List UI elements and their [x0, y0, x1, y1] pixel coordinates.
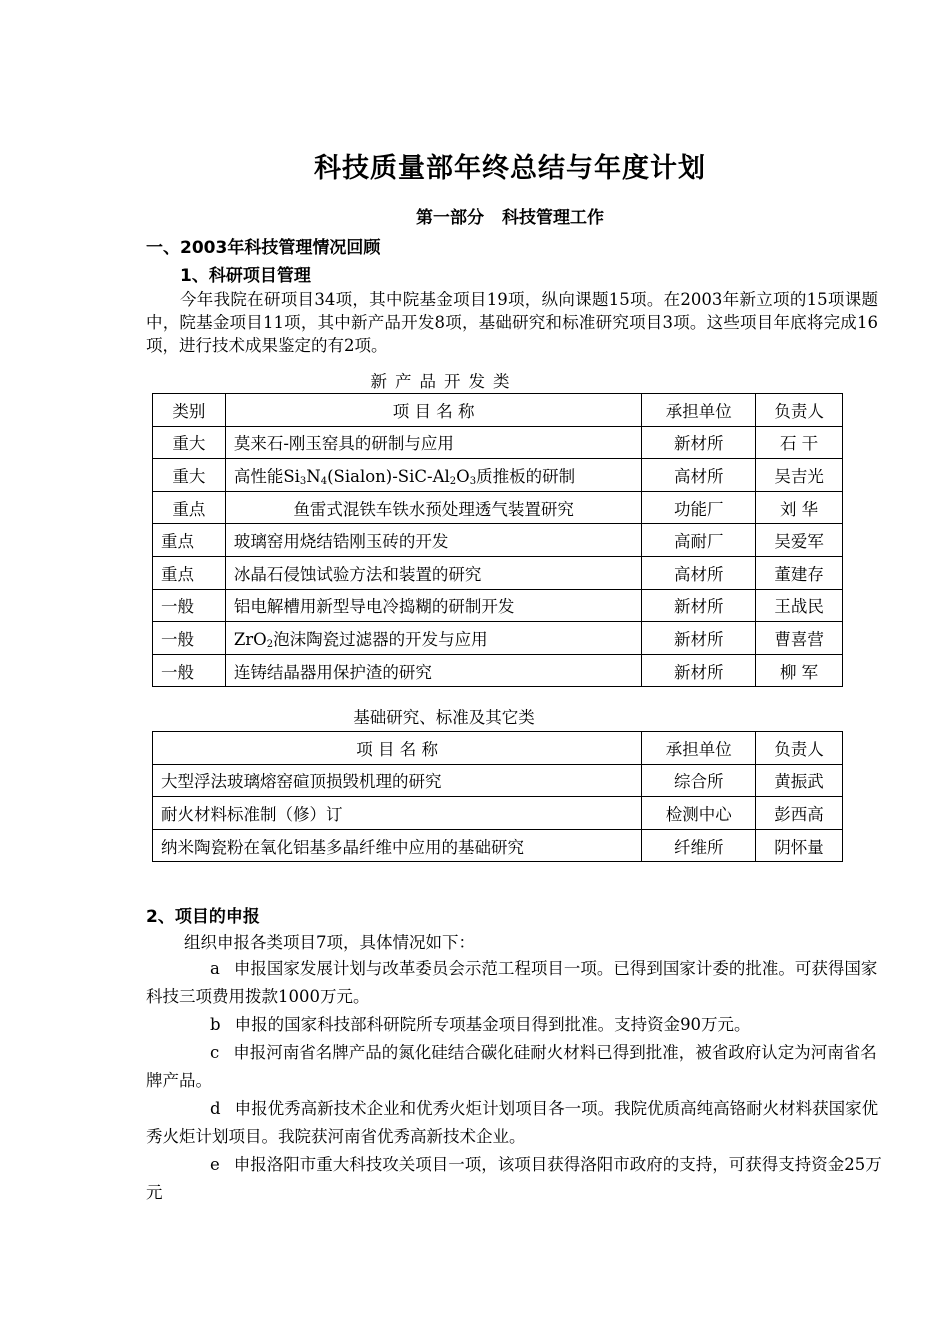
item-text: 申报洛阳市重大科技攻关项目一项，该项目获得洛阳市政府的支持，可获得支持资金25万元 [146, 1155, 882, 1202]
subscript: 2 [266, 638, 274, 650]
header-cell: 负责人 [756, 394, 843, 427]
item-marker: c [210, 1043, 220, 1062]
lead-cell: 刘 华 [756, 491, 843, 524]
table-row [153, 589, 843, 622]
name-part: 高性能Si [233, 466, 300, 486]
unit-cell: 高材所 [642, 556, 756, 589]
name-part: 质推板的研制 [476, 466, 576, 486]
project-name-cell: 玻璃窑用烧结锆刚玉砖的开发 [225, 524, 642, 557]
header-cell: 项 目 名 称 [225, 394, 642, 427]
category-cell: 一般 [153, 589, 226, 622]
project-name-cell: 大型浮法玻璃熔窑碹顶损毁机理的研究 [153, 764, 642, 797]
unit-cell: 新材所 [642, 654, 756, 687]
item-text: 申报优秀高新技术企业和优秀火炬计划项目各一项。我院优质高纯高铬耐火材料获国家优秀火炬计划项目。我院获河南省优秀高新技术企业。 [146, 1099, 879, 1146]
name-part: N [306, 466, 321, 486]
unit-cell: 新材所 [642, 426, 756, 459]
category-cell: 重大 [153, 459, 226, 492]
item-marker: b [210, 1015, 221, 1034]
list-item [146, 955, 886, 1011]
project-name-cell: 连铸结晶器用保护渣的研究 [225, 654, 642, 687]
category-cell: 重点 [153, 556, 226, 589]
project-name-cell: 鱼雷式混铁车铁水预处理透气装置研究 [225, 491, 642, 524]
unit-cell: 新材所 [642, 589, 756, 622]
subsection-heading-research: 1、科研项目管理 [180, 266, 311, 286]
item-text: 申报的国家科技部科研院所专项基金项目得到批准。支持资金90万元。 [234, 1015, 751, 1034]
unit-cell: 检测中心 [642, 797, 756, 830]
unit-cell: 高耐厂 [642, 524, 756, 557]
category-cell: 一般 [153, 654, 226, 687]
lead-cell: 王战民 [756, 589, 843, 622]
list-item [146, 1095, 886, 1151]
project-name-cell: 铝电解槽用新型导电冷捣糊的研制开发 [225, 589, 642, 622]
subscript: 3 [299, 475, 307, 487]
item-marker: d [210, 1099, 221, 1118]
lead-cell: 柳 军 [756, 654, 843, 687]
name-part: ZrO [233, 629, 267, 649]
lead-cell: 曹喜营 [756, 622, 843, 655]
lead-cell: 黄振武 [756, 764, 843, 797]
name-part: (Sialon)-SiC-Al [327, 466, 450, 486]
category-cell: 重点 [153, 524, 226, 557]
table-header-row [153, 394, 843, 427]
subscript: 4 [320, 475, 328, 487]
lead-cell: 石 干 [756, 426, 843, 459]
list-item [146, 1151, 886, 1207]
document-title: 科技质量部年终总结与年度计划 [314, 153, 706, 184]
header-cell: 负责人 [756, 732, 843, 765]
table-row [153, 426, 843, 459]
project-name-cell: 纳米陶瓷粉在氧化铝基多晶纤维中应用的基础研究 [153, 829, 642, 862]
list-item [146, 1039, 886, 1095]
paragraph-research-summary: 今年我院在研项目34项，其中院基金项目19项，纵向课题15项。在2003年新立项的15项课题中，院基金项目11项，其中新产品开发8项，基础研究和标准研究项目3项。这些项目年底将完成16项，进行技术成果鉴定的有2项。 [146, 290, 878, 355]
table-caption-new-products: 新产品开发类 [370, 372, 518, 391]
table-row [153, 459, 843, 492]
category-cell: 重点 [153, 491, 226, 524]
subscript: 3 [469, 475, 477, 487]
section-heading: 一、2003年科技管理情况回顾 [146, 238, 381, 258]
part-name: 科技管理工作 [502, 208, 604, 228]
table-row [153, 764, 843, 797]
unit-cell: 高材所 [642, 459, 756, 492]
list-item [146, 1011, 886, 1039]
lead-cell: 阴怀量 [756, 829, 843, 862]
category-cell: 重大 [153, 426, 226, 459]
part-heading [0, 203, 950, 228]
part-label: 第一部分 [416, 208, 484, 228]
table-row [153, 622, 843, 655]
header-cell: 类别 [153, 394, 226, 427]
project-name-cell: 莫来石-刚玉窑具的研制与应用 [225, 426, 642, 459]
name-part: O [456, 466, 470, 486]
unit-cell: 功能厂 [642, 491, 756, 524]
header-cell: 项 目 名 称 [153, 732, 642, 765]
category-cell: 一般 [153, 622, 226, 655]
name-part: 泡沫陶瓷过滤器的开发与应用 [273, 629, 488, 649]
item-text: 申报河南省名牌产品的氮化硅结合碳化硅耐火材料已得到批准，被省政府认定为河南省名牌产品。 [146, 1043, 877, 1090]
project-name-cell: 冰晶石侵蚀试验方法和装置的研究 [225, 556, 642, 589]
table-row [153, 556, 843, 589]
item-marker: e [210, 1155, 220, 1174]
table-row [153, 524, 843, 557]
lead-cell: 彭西高 [756, 797, 843, 830]
table-row [153, 797, 843, 830]
unit-cell: 纤维所 [642, 829, 756, 862]
new-products-table [152, 393, 843, 687]
lead-cell: 董建存 [756, 556, 843, 589]
project-name-cell: 耐火材料标准制（修）订 [153, 797, 642, 830]
basic-research-table [152, 731, 843, 862]
subscript: 2 [449, 475, 457, 487]
unit-cell: 新材所 [642, 622, 756, 655]
table-caption-basic-research: 基础研究、标准及其它类 [353, 708, 535, 727]
table-row [153, 491, 843, 524]
table-row [153, 829, 843, 862]
lead-cell: 吴爱军 [756, 524, 843, 557]
item-marker: a [210, 959, 220, 978]
unit-cell: 综合所 [642, 764, 756, 797]
subsection-heading-applications: 2、项目的申报 [146, 907, 260, 927]
table-row [153, 654, 843, 687]
applications-intro: 组织申报各类项目7项，具体情况如下： [184, 933, 475, 952]
table-header-row [153, 732, 843, 765]
header-cell: 承担单位 [642, 732, 756, 765]
project-name-cell [225, 459, 642, 492]
header-cell: 承担单位 [642, 394, 756, 427]
item-text: 申报国家发展计划与改革委员会示范工程项目一项。已得到国家计委的批准。可获得国家科技三项费用拨款1000万元。 [146, 959, 878, 1006]
project-name-cell [225, 622, 642, 655]
lead-cell: 吴吉光 [756, 459, 843, 492]
